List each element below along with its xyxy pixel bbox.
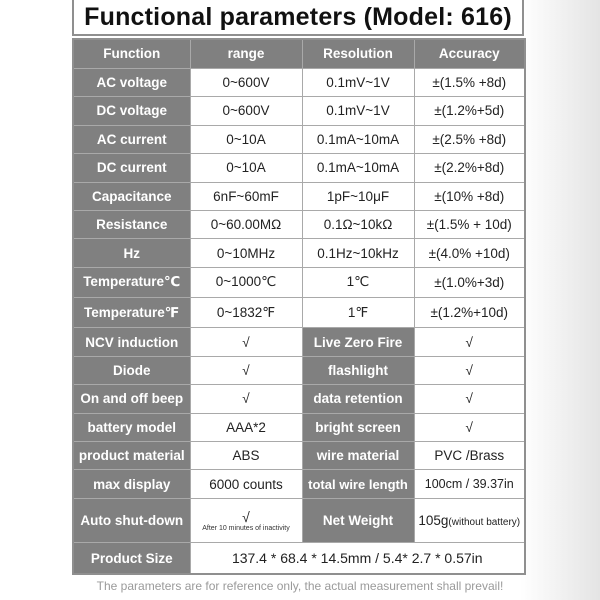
measurement-row: [73, 125, 525, 153]
autoshut-row: [73, 498, 525, 542]
accuracy-value: ±(1.2%+10d): [414, 298, 525, 328]
function-label: AC voltage: [73, 68, 190, 96]
range-value: 0~1832℉: [190, 298, 302, 328]
resolution-value: 0.1Hz~10kHz: [302, 239, 414, 267]
weight-cell: [414, 498, 525, 542]
accuracy-value: ±(2.2%+8d): [414, 154, 525, 182]
accuracy-value: ±(2.5% +8d): [414, 125, 525, 153]
accuracy-value: ±(1.0%+3d): [414, 267, 525, 297]
resolution-value: 0.1mA~10mA: [302, 125, 414, 153]
range-value: 0~600V: [190, 97, 302, 125]
page-title: Functional parameters (Model: 616): [72, 0, 524, 36]
feature-row: [73, 385, 525, 413]
function-label: Hz: [73, 239, 190, 267]
feature-value: √: [414, 356, 525, 384]
accuracy-value: ±(1.2%+5d): [414, 97, 525, 125]
header-row: [73, 39, 525, 68]
function-label: Temperature℃: [73, 267, 190, 297]
feature-label: On and off beep: [73, 385, 190, 413]
weight-label: Net Weight: [302, 498, 414, 542]
feature-value: √: [190, 356, 302, 384]
measurement-row: [73, 298, 525, 328]
range-value: 0~600V: [190, 68, 302, 96]
header-resolution: Resolution: [302, 39, 414, 68]
feature-label: product material: [73, 442, 190, 470]
feature-row: [73, 470, 525, 498]
accuracy-value: ±(10% +8d): [414, 182, 525, 210]
size-row: [73, 543, 525, 574]
feature-row: [73, 328, 525, 356]
resolution-value: 0.1Ω~10kΩ: [302, 211, 414, 239]
function-label: Resistance: [73, 211, 190, 239]
function-label: Capacitance: [73, 182, 190, 210]
range-value: 0~10A: [190, 125, 302, 153]
feature-label: flashlight: [302, 356, 414, 384]
feature-value: ABS: [190, 442, 302, 470]
range-value: 6nF~60mF: [190, 182, 302, 210]
resolution-value: 1℉: [302, 298, 414, 328]
feature-value: √: [190, 385, 302, 413]
feature-label: bright screen: [302, 413, 414, 441]
function-label: DC voltage: [73, 97, 190, 125]
feature-row: [73, 442, 525, 470]
range-value: 0~10MHz: [190, 239, 302, 267]
side-shade: [520, 0, 600, 600]
resolution-value: 0.1mV~1V: [302, 68, 414, 96]
function-label: Temperature℉: [73, 298, 190, 328]
range-value: 0~60.00MΩ: [190, 211, 302, 239]
feature-label: max display: [73, 470, 190, 498]
feature-label: Live Zero Fire: [302, 328, 414, 356]
feature-label: wire material: [302, 442, 414, 470]
range-value: 0~1000℃: [190, 267, 302, 297]
size-value: 137.4 * 68.4 * 14.5mm / 5.4* 2.7 * 0.57in: [190, 543, 525, 574]
measurement-row: [73, 239, 525, 267]
feature-value: √: [414, 385, 525, 413]
weight-note: (without battery): [448, 517, 521, 529]
feature-label: total wire length: [302, 470, 414, 498]
feature-row: [73, 356, 525, 384]
accuracy-value: ±(4.0% +10d): [414, 239, 525, 267]
resolution-value: 1pF~10μF: [302, 182, 414, 210]
resolution-value: 1℃: [302, 267, 414, 297]
header-range: range: [190, 39, 302, 68]
resolution-value: 0.1mA~10mA: [302, 154, 414, 182]
measurement-row: [73, 97, 525, 125]
feature-value: √: [190, 328, 302, 356]
feature-label: data retention: [302, 385, 414, 413]
autoshut-check: √: [242, 508, 250, 525]
autoshut-note: After 10 minutes of inactivity: [202, 524, 290, 532]
measurement-row: [73, 182, 525, 210]
feature-row: [73, 413, 525, 441]
function-label: AC current: [73, 125, 190, 153]
weight-value: 105g: [418, 513, 449, 529]
function-label: DC current: [73, 154, 190, 182]
header-function: Function: [73, 39, 190, 68]
measurement-row: [73, 154, 525, 182]
measurement-row: [73, 267, 525, 297]
feature-label: NCV induction: [73, 328, 190, 356]
size-label: Product Size: [73, 543, 190, 574]
resolution-value: 0.1mV~1V: [302, 97, 414, 125]
header-accuracy: Accuracy: [414, 39, 525, 68]
footnote: The parameters are for reference only, the actual measurement shall prevail!: [96, 579, 504, 593]
measurement-row: [73, 211, 525, 239]
feature-label: battery model: [73, 413, 190, 441]
feature-value: √: [414, 413, 525, 441]
accuracy-value: ±(1.5% +8d): [414, 68, 525, 96]
measurement-row: [73, 68, 525, 96]
range-value: 0~10A: [190, 154, 302, 182]
autoshut-label: Auto shut-down: [73, 498, 190, 542]
feature-value: 6000 counts: [190, 470, 302, 498]
feature-value: 100cm / 39.37in: [414, 470, 525, 498]
feature-value: √: [414, 328, 525, 356]
autoshut-cell: [190, 498, 302, 542]
feature-value: PVC /Brass: [414, 442, 525, 470]
feature-label: Diode: [73, 356, 190, 384]
feature-value: AAA*2: [190, 413, 302, 441]
accuracy-value: ±(1.5% + 10d): [414, 211, 525, 239]
parameters-table: [72, 38, 526, 575]
